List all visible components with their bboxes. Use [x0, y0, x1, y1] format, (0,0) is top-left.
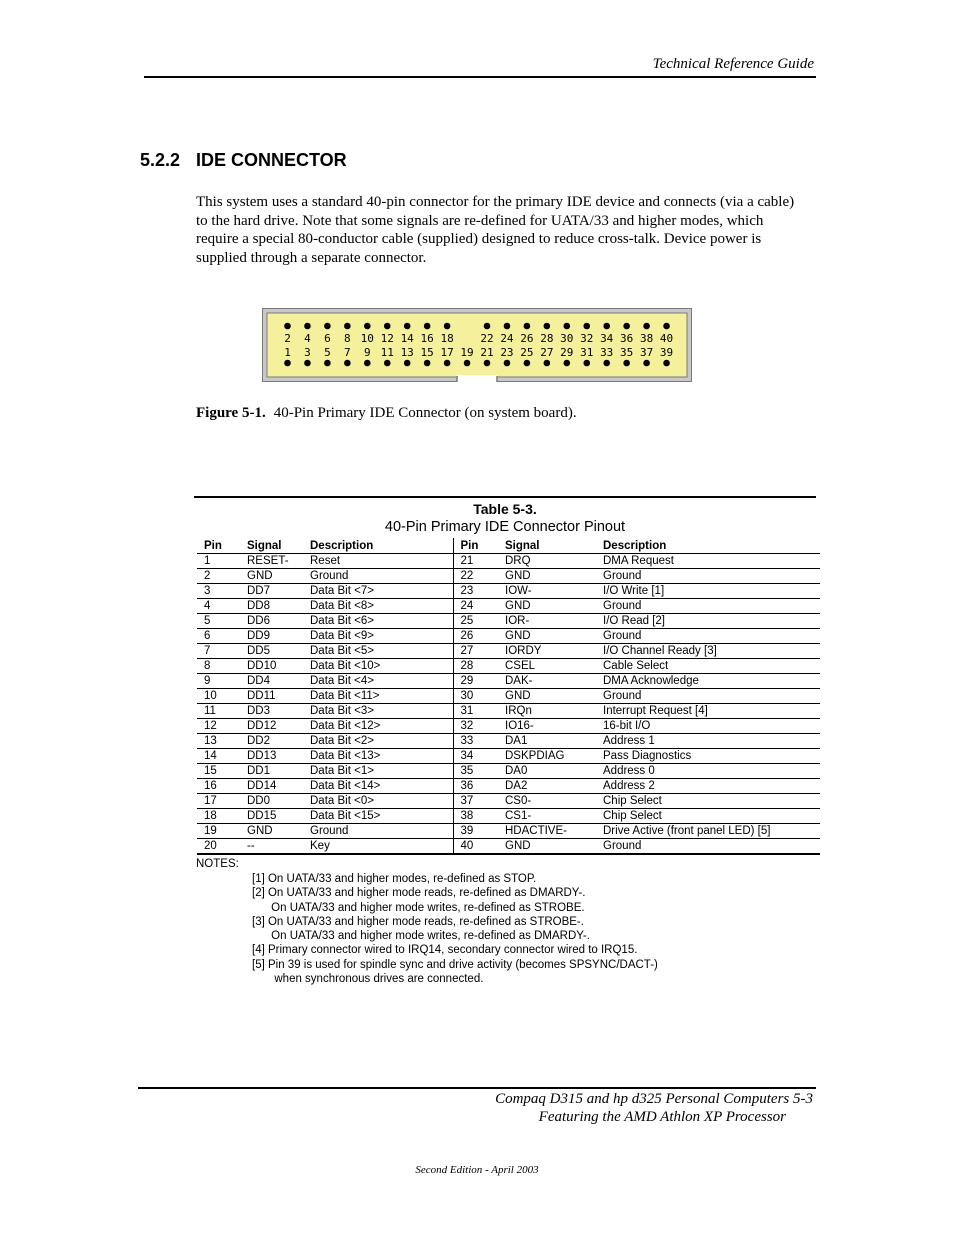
pin-label: 25 — [520, 346, 534, 359]
section-heading — [140, 150, 347, 171]
cell-signal: DD0 — [240, 794, 303, 809]
section-title: IDE CONNECTOR — [196, 150, 347, 170]
cell-signal: DD15 — [240, 809, 303, 824]
pin-dot — [364, 323, 371, 330]
cell-signal: DD5 — [240, 644, 303, 659]
pin-label: 26 — [520, 332, 534, 345]
cell-description: Ground — [303, 569, 453, 584]
cell-pin: 2 — [197, 569, 240, 584]
pin-dot — [603, 360, 610, 367]
cell-description: Data Bit <15> — [303, 809, 453, 824]
cell-signal: RESET- — [240, 554, 303, 569]
pin-dot — [284, 360, 291, 367]
pin-dot — [663, 360, 670, 367]
note-line: On UATA/33 and higher mode writes, re-defined as STROBE. — [252, 901, 585, 914]
table-top-rule — [194, 496, 816, 498]
pin-dot — [444, 360, 451, 367]
cell-description: Data Bit <10> — [303, 659, 453, 674]
cell-description: Ground — [596, 689, 820, 704]
cell-pin: 20 — [197, 839, 240, 855]
pin-label: 5 — [324, 346, 331, 359]
cell-pin: 24 — [453, 599, 498, 614]
pin-dot — [384, 323, 391, 330]
cell-signal: GND — [240, 569, 303, 584]
cell-signal: GND — [498, 599, 596, 614]
pin-dot — [544, 323, 551, 330]
table-row — [197, 839, 820, 855]
cell-description: Drive Active (front panel LED) [5] — [596, 824, 820, 839]
pin-dot — [623, 323, 630, 330]
cell-description: Ground — [596, 569, 820, 584]
cell-pin: 6 — [197, 629, 240, 644]
cell-pin: 16 — [197, 779, 240, 794]
pin-label: 29 — [560, 346, 574, 359]
pin-dot — [424, 323, 431, 330]
pin-label: 30 — [560, 332, 574, 345]
cell-pin: 15 — [197, 764, 240, 779]
cell-pin: 36 — [453, 779, 498, 794]
cell-signal: DD12 — [240, 719, 303, 734]
table-row — [197, 584, 820, 599]
cell-pin: 31 — [453, 704, 498, 719]
cell-description: Data Bit <3> — [303, 704, 453, 719]
cell-signal: IO16- — [498, 719, 596, 734]
pin-label: 10 — [360, 332, 374, 345]
cell-description: Data Bit <13> — [303, 749, 453, 764]
pin-dot — [364, 360, 371, 367]
pin-dot — [324, 360, 331, 367]
pin-label: 4 — [304, 332, 311, 345]
pin-dot — [404, 360, 411, 367]
cell-signal: DA2 — [498, 779, 596, 794]
cell-signal: DD2 — [240, 734, 303, 749]
cell-signal: DD11 — [240, 689, 303, 704]
table-row — [197, 704, 820, 719]
cell-signal: DD7 — [240, 584, 303, 599]
cell-pin: 1 — [197, 554, 240, 569]
cell-pin: 37 — [453, 794, 498, 809]
pin-label: 15 — [420, 346, 434, 359]
cell-description: Data Bit <8> — [303, 599, 453, 614]
pin-dot — [663, 323, 670, 330]
table-row — [197, 809, 820, 824]
cell-description: Key — [303, 839, 453, 855]
cell-pin: 17 — [197, 794, 240, 809]
cell-description: Data Bit <1> — [303, 764, 453, 779]
table-row — [197, 674, 820, 689]
cell-description: I/O Write [1] — [596, 584, 820, 599]
cell-description: Pass Diagnostics — [596, 749, 820, 764]
running-header: Technical Reference Guide — [652, 56, 814, 72]
pin-label: 14 — [400, 332, 414, 345]
pin-label: 23 — [500, 346, 514, 359]
pin-dot — [304, 323, 311, 330]
cell-description: Ground — [596, 839, 820, 855]
figure-caption-text: 40-Pin Primary IDE Connector (on system board). — [273, 405, 577, 421]
pin-dot — [564, 323, 571, 330]
cell-signal: IRQn — [498, 704, 596, 719]
cell-signal: DD1 — [240, 764, 303, 779]
figure-caption — [196, 405, 577, 422]
cell-signal: IORDY — [498, 644, 596, 659]
pin-label: 35 — [620, 346, 634, 359]
cell-signal: CS1- — [498, 809, 596, 824]
intro-paragraph: This system uses a standard 40-pin connector for the primary IDE device and connects (via a cable) to the hard drive. Note that some signals are re-defined for UATA/33 and higher modes, which require a special 80-conductor cable (supplied) designed to reduce cross-talk. Device power is supplied through a separate connector. — [196, 194, 795, 266]
cell-signal: CS0- — [498, 794, 596, 809]
cell-description: Data Bit <2> — [303, 734, 453, 749]
pin-label: 27 — [540, 346, 554, 359]
cell-description: Data Bit <9> — [303, 629, 453, 644]
connector-key-notch — [457, 375, 497, 384]
table-title: Table 5-3. — [473, 501, 537, 517]
pin-label: 6 — [324, 332, 331, 345]
cell-description: Ground — [596, 599, 820, 614]
pin-label: 8 — [344, 332, 351, 345]
pin-label: 28 — [540, 332, 554, 345]
table-row — [197, 599, 820, 614]
pin-label: 1 — [284, 346, 291, 359]
table-header-row — [197, 538, 820, 554]
footer-subtitle: Featuring the AMD Athlon XP Processor — [538, 1109, 786, 1125]
cell-description: DMA Request — [596, 554, 820, 569]
cell-pin: 23 — [453, 584, 498, 599]
table-row — [197, 749, 820, 764]
table-row — [197, 764, 820, 779]
cell-description: Address 2 — [596, 779, 820, 794]
pin-dot — [284, 323, 291, 330]
cell-signal: DSKPDIAG — [498, 749, 596, 764]
cell-pin: 3 — [197, 584, 240, 599]
cell-signal: DAK- — [498, 674, 596, 689]
pin-dot — [623, 360, 630, 367]
footer-title: Compaq D315 and hp d325 Personal Computers 5-3 — [495, 1091, 813, 1107]
cell-description: I/O Read [2] — [596, 614, 820, 629]
cell-pin: 10 — [197, 689, 240, 704]
pin-dot — [324, 323, 331, 330]
cell-signal: DD13 — [240, 749, 303, 764]
pin-label: 19 — [460, 346, 474, 359]
cell-description: Chip Select — [596, 809, 820, 824]
cell-signal: GND — [498, 569, 596, 584]
cell-signal: DD4 — [240, 674, 303, 689]
pin-dot — [583, 360, 590, 367]
pin-label: 18 — [440, 332, 454, 345]
note-line: [3] On UATA/33 and higher mode reads, re-defined as STROBE-. — [252, 915, 584, 928]
cell-pin: 26 — [453, 629, 498, 644]
pin-label: 3 — [304, 346, 311, 359]
figure-caption-label: Figure 5-1. — [196, 405, 266, 421]
note-line: [5] Pin 39 is used for spindle sync and drive activity (becomes SPSYNC/DACT-) — [252, 958, 658, 971]
cell-pin: 11 — [197, 704, 240, 719]
pin-label: 34 — [600, 332, 614, 345]
pin-dot — [344, 323, 351, 330]
pin-dot — [524, 360, 531, 367]
pin-dot — [524, 323, 531, 330]
pin-dot — [504, 323, 511, 330]
pin-label: 40 — [659, 332, 674, 345]
pin-dot — [424, 360, 431, 367]
cell-pin: 22 — [453, 569, 498, 584]
pin-dot — [643, 323, 650, 330]
table-row — [197, 794, 820, 809]
cell-description: Ground — [596, 629, 820, 644]
cell-signal: IOR- — [498, 614, 596, 629]
cell-pin: 5 — [197, 614, 240, 629]
cell-pin: 13 — [197, 734, 240, 749]
cell-signal: GND — [240, 824, 303, 839]
cell-signal: DA0 — [498, 764, 596, 779]
cell-pin: 21 — [453, 554, 498, 569]
header-rule — [144, 76, 816, 78]
pin-label: 37 — [639, 346, 654, 359]
cell-pin: 34 — [453, 749, 498, 764]
section-number: 5.2.2 — [140, 150, 181, 170]
cell-pin: 12 — [197, 719, 240, 734]
cell-pin: 25 — [453, 614, 498, 629]
cell-pin: 9 — [197, 674, 240, 689]
pin-dot — [643, 360, 650, 367]
cell-description: I/O Channel Ready [3] — [596, 644, 820, 659]
connector-body — [267, 313, 687, 377]
pin-dot — [484, 360, 491, 367]
cell-pin: 32 — [453, 719, 498, 734]
pin-label: 24 — [500, 332, 514, 345]
table-row — [197, 614, 820, 629]
table-row — [197, 629, 820, 644]
cell-pin: 33 — [453, 734, 498, 749]
table-row — [197, 719, 820, 734]
cell-pin: 7 — [197, 644, 240, 659]
pin-label: 32 — [580, 332, 594, 345]
header-pin: Pin — [453, 538, 498, 554]
notes-list — [252, 872, 658, 986]
pin-dot — [484, 323, 491, 330]
pinout-table — [197, 538, 820, 855]
cell-description: Data Bit <12> — [303, 719, 453, 734]
pin-label: 39 — [659, 346, 674, 359]
notes-label: NOTES: — [196, 858, 239, 870]
pin-dot — [603, 323, 610, 330]
footer-rule — [138, 1087, 816, 1089]
cell-pin: 30 — [453, 689, 498, 704]
table-row — [197, 689, 820, 704]
cell-signal: GND — [498, 629, 596, 644]
cell-pin: 27 — [453, 644, 498, 659]
cell-signal: DD3 — [240, 704, 303, 719]
cell-pin: 38 — [453, 809, 498, 824]
cell-description: Data Bit <0> — [303, 794, 453, 809]
cell-description: Reset — [303, 554, 453, 569]
note-line: [1] On UATA/33 and higher modes, re-defined as STOP. — [252, 873, 537, 885]
table-subtitle: 40-Pin Primary IDE Connector Pinout — [384, 519, 626, 535]
note-line: when synchronous drives are connected. — [252, 973, 484, 986]
cell-pin: 39 — [453, 824, 498, 839]
cell-signal: DD14 — [240, 779, 303, 794]
pin-label: 7 — [344, 346, 351, 359]
cell-pin: 35 — [453, 764, 498, 779]
cell-signal: GND — [498, 689, 596, 704]
pin-dot — [404, 323, 411, 330]
pin-dot — [583, 323, 590, 330]
cell-description: Chip Select — [596, 794, 820, 809]
pin-label: 22 — [480, 332, 494, 345]
pin-dot — [344, 360, 351, 367]
pin-label: 13 — [400, 346, 414, 359]
pin-dot — [464, 360, 471, 367]
pin-dot — [304, 360, 311, 367]
header-signal: Signal — [240, 538, 303, 554]
cell-pin: 19 — [197, 824, 240, 839]
cell-description: Data Bit <14> — [303, 779, 453, 794]
pin-dot — [504, 360, 511, 367]
pin-label: 33 — [600, 346, 614, 359]
cell-description: Data Bit <5> — [303, 644, 453, 659]
cell-description: Ground — [303, 824, 453, 839]
cell-signal: -- — [240, 839, 303, 855]
pin-label: 36 — [620, 332, 634, 345]
cell-description: 16-bit I/O — [596, 719, 820, 734]
header-signal: Signal — [498, 538, 596, 554]
pin-dot — [384, 360, 391, 367]
header-pin: Pin — [197, 538, 240, 554]
note-line: [4] Primary connector wired to IRQ14, secondary connector wired to IRQ15. — [252, 944, 638, 957]
cell-signal: HDACTIVE- — [498, 824, 596, 839]
cell-signal: DD8 — [240, 599, 303, 614]
table-row — [197, 644, 820, 659]
pin-label: 11 — [380, 346, 394, 359]
header-description: Description — [303, 538, 453, 554]
pin-dot — [444, 323, 451, 330]
pin-dot — [564, 360, 571, 367]
cell-description: DMA Acknowledge — [596, 674, 820, 689]
cell-pin: 28 — [453, 659, 498, 674]
cell-description: Address 1 — [596, 734, 820, 749]
cell-description: Address 0 — [596, 764, 820, 779]
note-line: [2] On UATA/33 and higher mode reads, re-defined as DMARDY-. — [252, 887, 586, 900]
cell-description: Cable Select — [596, 659, 820, 674]
pin-label: 16 — [420, 332, 434, 345]
table-row — [197, 779, 820, 794]
pin-label: 12 — [380, 332, 394, 345]
cell-pin: 8 — [197, 659, 240, 674]
cell-description: Data Bit <11> — [303, 689, 453, 704]
cell-pin: 18 — [197, 809, 240, 824]
table-row — [197, 659, 820, 674]
cell-signal: DA1 — [498, 734, 596, 749]
cell-description: Data Bit <7> — [303, 584, 453, 599]
cell-pin: 40 — [453, 839, 498, 855]
pin-dot — [544, 360, 551, 367]
table-row — [197, 554, 820, 569]
ide-connector-diagram — [262, 308, 694, 384]
cell-description: Data Bit <6> — [303, 614, 453, 629]
header-description: Description — [596, 538, 820, 554]
table-row — [197, 824, 820, 839]
edition-note: Second Edition - April 2003 — [415, 1164, 539, 1176]
pin-label: 31 — [580, 346, 594, 359]
cell-signal: IOW- — [498, 584, 596, 599]
cell-signal: DD6 — [240, 614, 303, 629]
table-row — [197, 569, 820, 584]
pin-label: 17 — [440, 346, 454, 359]
table-row — [197, 734, 820, 749]
note-line: On UATA/33 and higher mode writes, re-defined as DMARDY-. — [252, 930, 590, 943]
pin-label: 21 — [480, 346, 494, 359]
cell-pin: 29 — [453, 674, 498, 689]
pin-label: 2 — [284, 332, 291, 345]
cell-signal: CSEL — [498, 659, 596, 674]
cell-signal: DD9 — [240, 629, 303, 644]
cell-description: Data Bit <4> — [303, 674, 453, 689]
cell-description: Interrupt Request [4] — [596, 704, 820, 719]
cell-pin: 14 — [197, 749, 240, 764]
cell-signal: GND — [498, 839, 596, 855]
pin-label: 9 — [363, 346, 371, 359]
cell-signal: DD10 — [240, 659, 303, 674]
cell-signal: DRQ — [498, 554, 596, 569]
pin-label: 38 — [639, 332, 654, 345]
cell-pin: 4 — [197, 599, 240, 614]
